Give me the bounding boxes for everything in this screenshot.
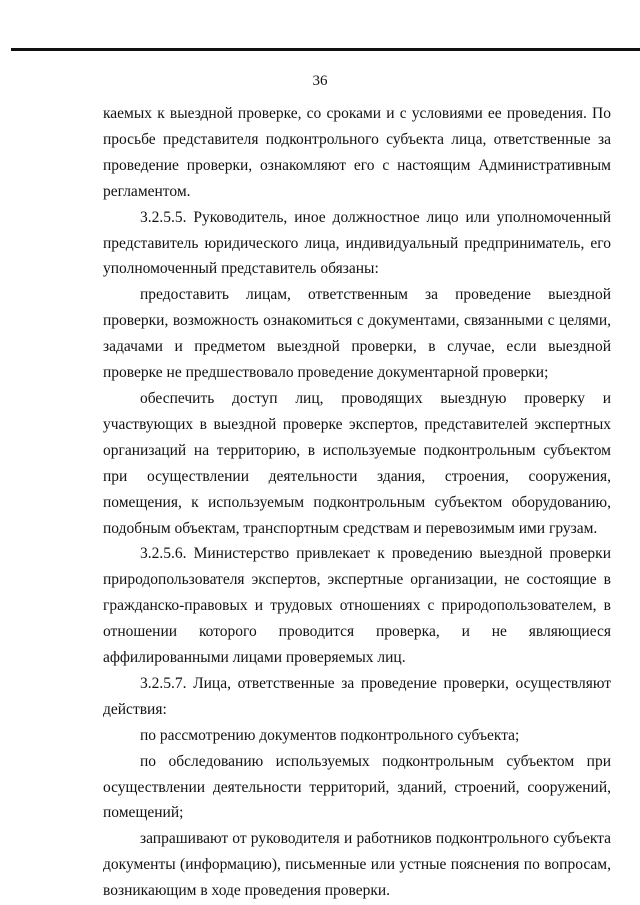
paragraph-obligation-documents: предоставить лицам, ответственным за проведение выездной проверки, возможность ознакомиться с документами, связанными с целями, задачами и предметом выездной проверки, в случае, если выездной проверке не предшествовало проведение документарной проверки; — [103, 286, 611, 382]
paragraph-3-2-5-5: 3.2.5.5. Руководитель, иное должностное лицо или уполномоченный представитель юридического лица, индивидуальный предприниматель, его уполномоченный представитель обязаны: — [103, 208, 611, 278]
body-text — [103, 101, 611, 904]
page-number: 36 — [312, 73, 328, 89]
paragraph-action-inspection: по обследованию используемых подконтрольным субъектом при осуществлении деятельности территорий, зданий, строений, сооружений, помещений; — [103, 752, 611, 822]
paragraph-continuation: каемых к выездной проверке, со сроками и с условиями ее проведения. По просьбе представителя подконтрольного субъекта лица, ответственные за проведение проверки, ознакомляют его с настоящим Административным регламентом. — [103, 105, 611, 200]
paragraph-3-2-5-6: 3.2.5.6. Министерство привлекает к проведению выездной проверки природопользователя экспертов, экспертные организации, не состоящие в гражданско-правовых и трудовых отношениях с природопользователем, в отношении которого проводится проверка, и не являющиеся аффилированными лицами проверяемых лиц. — [103, 545, 611, 667]
paragraph-3-2-5-7: 3.2.5.7. Лица, ответственные за проведение проверки, осуществляют действия: — [103, 674, 611, 718]
paragraph-obligation-access: обеспечить доступ лиц, проводящих выездную проверку и участвующих в выездной проверке экспертов, представителей экспертных организаций на территорию, в используемые подконтрольным субъектом при осуществлении деятельности здания, строения, сооружения, помещения, к используемым подконтрольным субъектом оборудованию, подобным объектам, транспортным средствам и перевозимым ими грузам. — [103, 389, 611, 537]
paragraph-action-request: запрашивают от руководителя и работников подконтрольного субъекта документы (информацию), письменные или устные пояснения по вопросам, возникающим в ходе проведения проверки. — [103, 830, 611, 900]
header-rule — [11, 48, 640, 51]
paragraph-action-review: по рассмотрению документов подконтрольного субъекта; — [140, 726, 520, 744]
